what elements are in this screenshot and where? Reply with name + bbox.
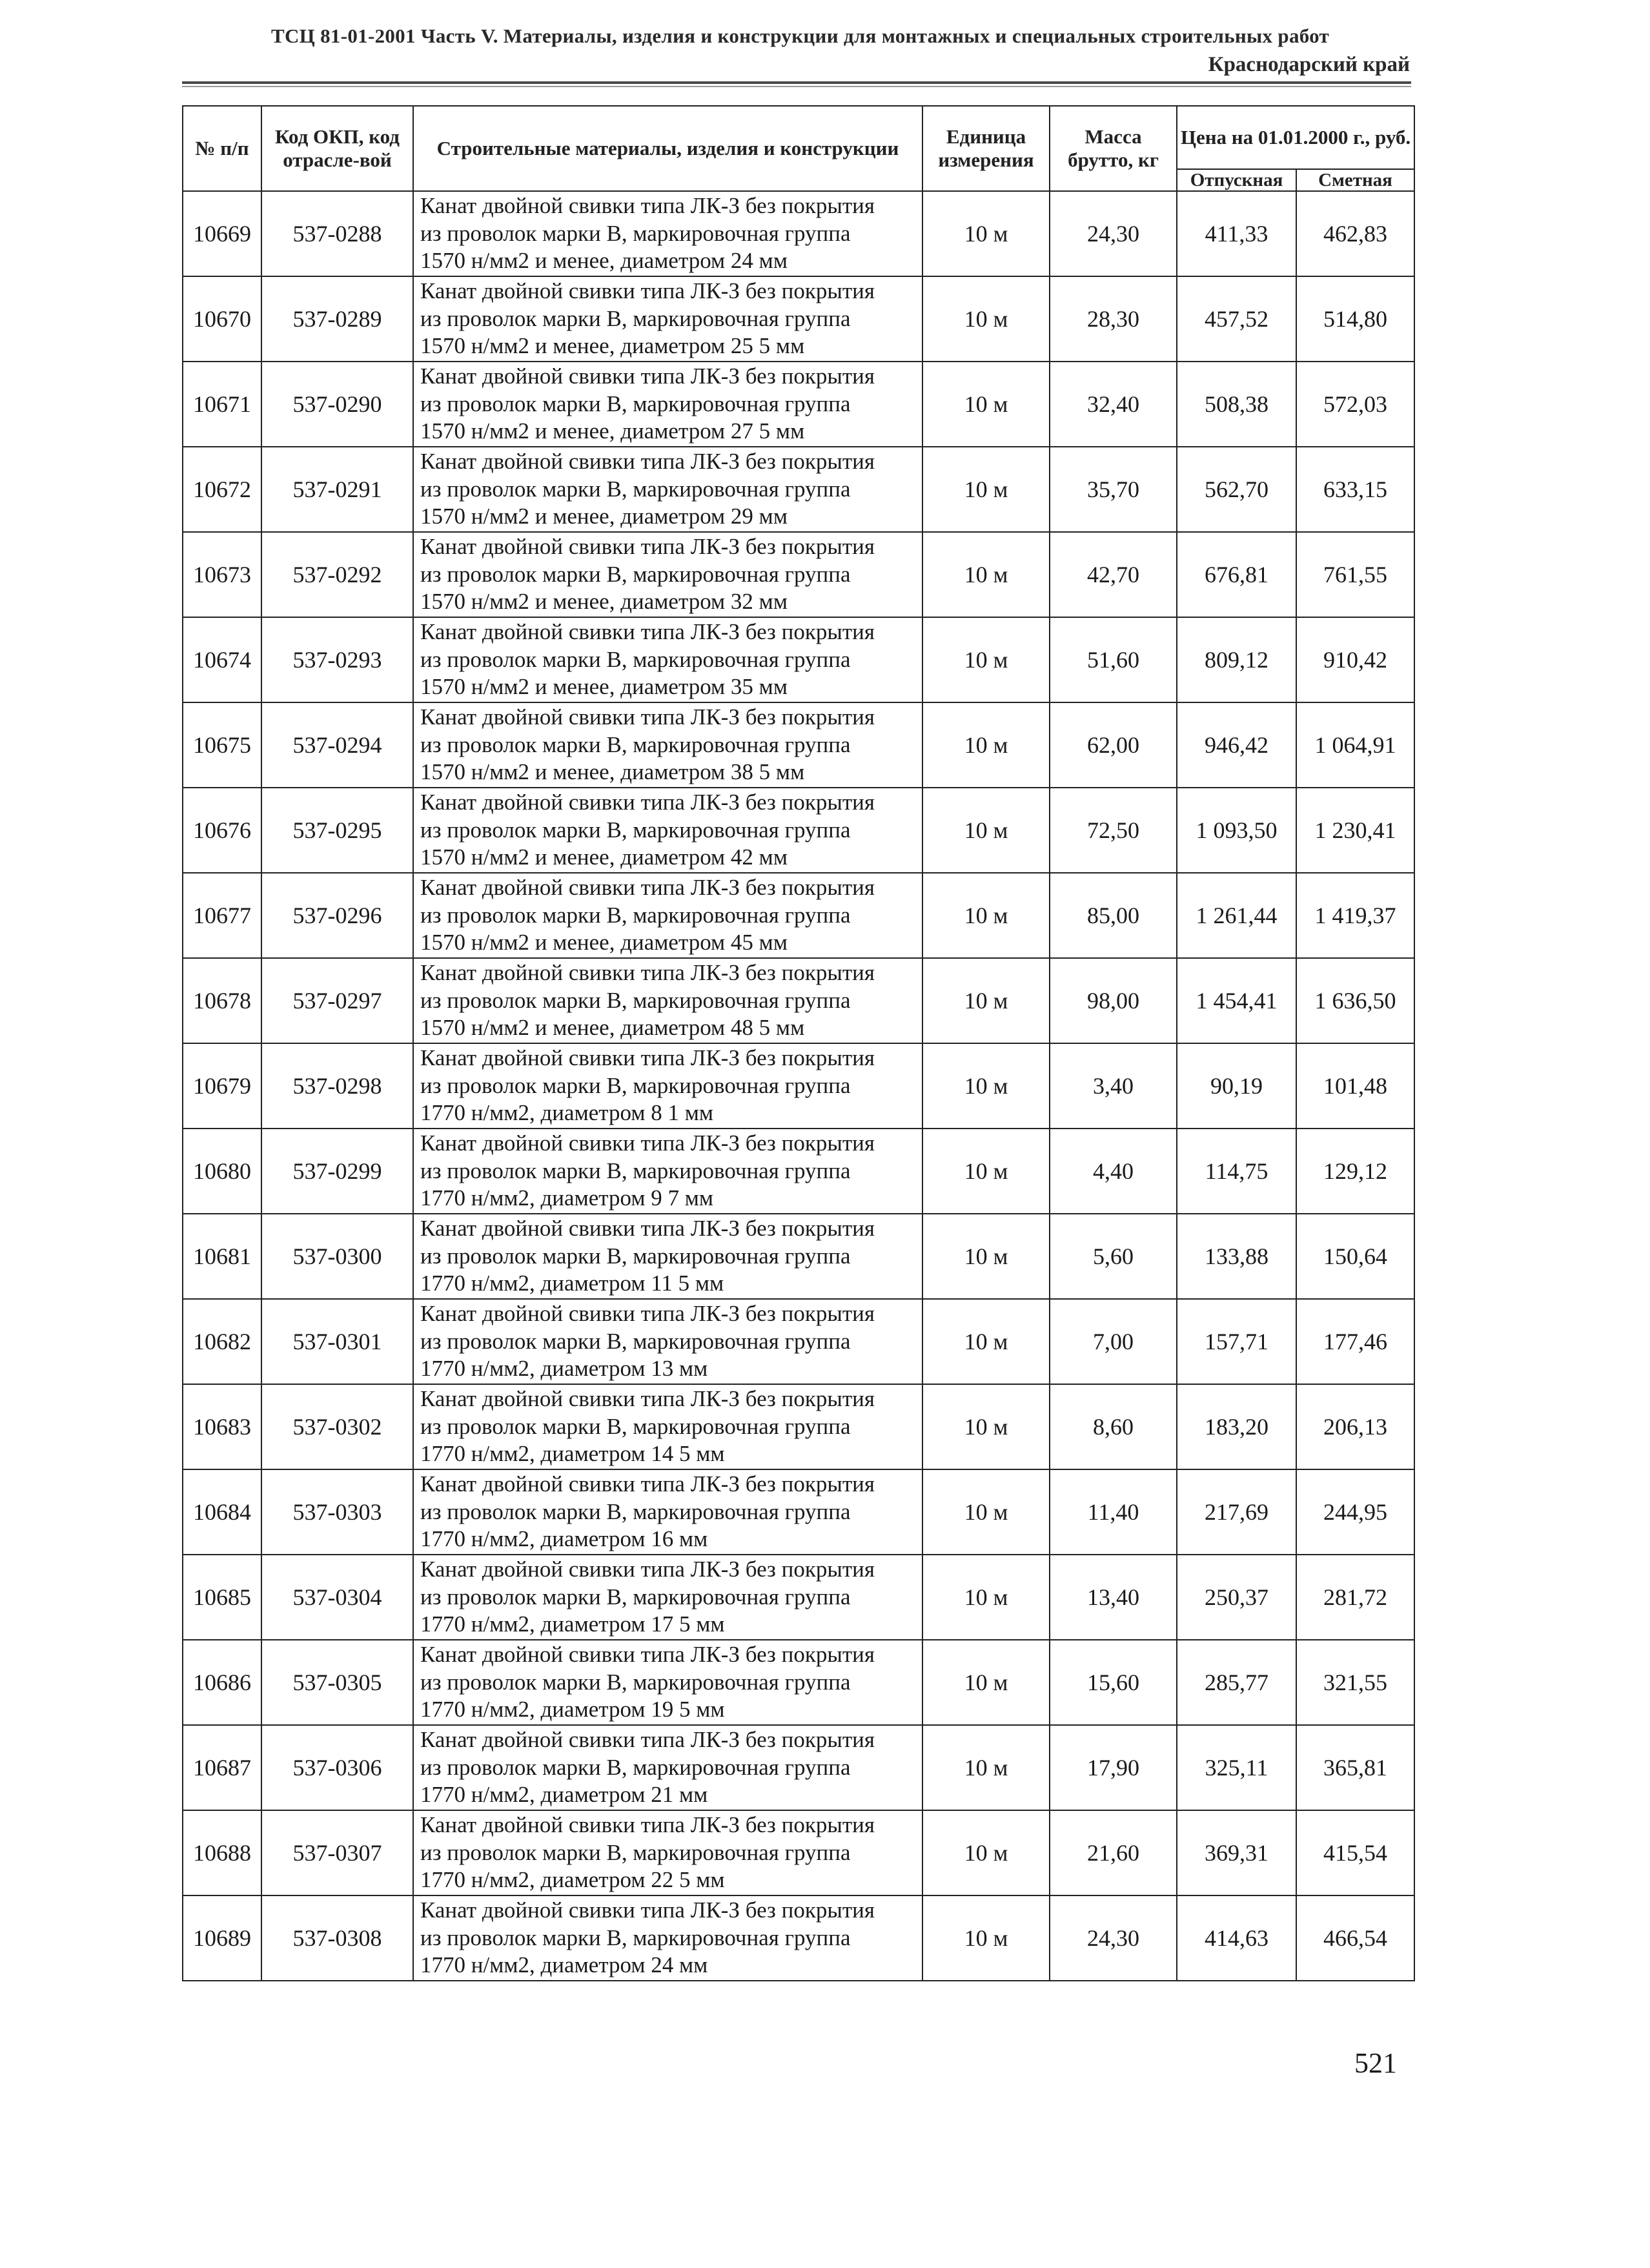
row-price-release: 250,37 (1177, 1555, 1296, 1640)
row-code: 537-0302 (261, 1384, 413, 1469)
row-price-estimate: 244,95 (1296, 1469, 1414, 1555)
row-description: Канат двойной свивки типа ЛК-З без покрытия из проволок марки В, маркировочная группа 1770 н/мм2, диаметром 22 5 мм (413, 1810, 922, 1895)
row-description: Канат двойной свивки типа ЛК-З без покрытия из проволок марки В, маркировочная группа 1570 н/мм2 и менее, диаметром 42 мм (413, 788, 922, 873)
row-mass: 85,00 (1050, 873, 1177, 958)
row-unit: 10 м (922, 1725, 1050, 1810)
row-mass: 3,40 (1050, 1043, 1177, 1129)
row-code: 537-0291 (261, 447, 413, 532)
row-price-release: 414,63 (1177, 1895, 1296, 1981)
row-price-release: 1 261,44 (1177, 873, 1296, 958)
row-price-release: 809,12 (1177, 617, 1296, 702)
row-price-estimate: 129,12 (1296, 1129, 1414, 1214)
row-price-release: 217,69 (1177, 1469, 1296, 1555)
table-row (183, 958, 1414, 1043)
row-price-release: 508,38 (1177, 362, 1296, 447)
row-price-release: 562,70 (1177, 447, 1296, 532)
row-number: 10671 (183, 362, 261, 447)
table-row (183, 191, 1414, 276)
row-mass: 24,30 (1050, 191, 1177, 276)
row-description: Канат двойной свивки типа ЛК-З без покрытия из проволок марки В, маркировочная группа 1570 н/мм2 и менее, диаметром 27 5 мм (413, 362, 922, 447)
row-price-release: 1 093,50 (1177, 788, 1296, 873)
row-number: 10677 (183, 873, 261, 958)
row-number: 10682 (183, 1299, 261, 1384)
row-unit: 10 м (922, 1043, 1050, 1129)
table-row (183, 447, 1414, 532)
row-price-estimate: 150,64 (1296, 1214, 1414, 1299)
row-price-estimate: 462,83 (1296, 191, 1414, 276)
row-number: 10669 (183, 191, 261, 276)
row-price-release: 90,19 (1177, 1043, 1296, 1129)
row-code: 537-0292 (261, 532, 413, 617)
row-mass: 8,60 (1050, 1384, 1177, 1469)
row-unit: 10 м (922, 788, 1050, 873)
header-material: Строительные материалы, изделия и конструкции (413, 106, 922, 191)
row-code: 537-0303 (261, 1469, 413, 1555)
header-rule (182, 81, 1411, 84)
row-description: Канат двойной свивки типа ЛК-З без покрытия из проволок марки В, маркировочная группа 1570 н/мм2 и менее, диаметром 25 5 мм (413, 276, 922, 362)
table-body (183, 191, 1414, 1981)
row-unit: 10 м (922, 362, 1050, 447)
row-number: 10688 (183, 1810, 261, 1895)
row-code: 537-0308 (261, 1895, 413, 1981)
header-code: Код ОКП, код отрасле-вой (261, 106, 413, 191)
table-row (183, 1895, 1414, 1981)
header-price-group: Цена на 01.01.2000 г., руб. (1177, 106, 1414, 169)
row-code: 537-0290 (261, 362, 413, 447)
row-description: Канат двойной свивки типа ЛК-З без покрытия из проволок марки В, маркировочная группа 1770 н/мм2, диаметром 17 5 мм (413, 1555, 922, 1640)
row-mass: 42,70 (1050, 532, 1177, 617)
table-row (183, 1469, 1414, 1555)
row-description: Канат двойной свивки типа ЛК-З без покрытия из проволок марки В, маркировочная группа 1770 н/мм2, диаметром 14 5 мм (413, 1384, 922, 1469)
row-mass: 24,30 (1050, 1895, 1177, 1981)
row-number: 10686 (183, 1640, 261, 1725)
row-mass: 11,40 (1050, 1469, 1177, 1555)
row-description: Канат двойной свивки типа ЛК-З без покрытия из проволок марки В, маркировочная группа 1770 н/мм2, диаметром 9 7 мм (413, 1129, 922, 1214)
running-title: ТСЦ 81-01-2001 Часть V. Материалы, изделия и конструкции для монтажных и специальных строительных работ (271, 25, 1330, 47)
row-unit: 10 м (922, 873, 1050, 958)
row-number: 10675 (183, 702, 261, 788)
row-price-release: 946,42 (1177, 702, 1296, 788)
header-rule-secondary (182, 86, 1411, 87)
table-row (183, 362, 1414, 447)
table-row (183, 532, 1414, 617)
header-unit: Единица измерения (922, 106, 1050, 191)
row-mass: 32,40 (1050, 362, 1177, 447)
row-number: 10680 (183, 1129, 261, 1214)
row-code: 537-0289 (261, 276, 413, 362)
row-unit: 10 м (922, 1214, 1050, 1299)
row-price-release: 114,75 (1177, 1129, 1296, 1214)
row-price-release: 325,11 (1177, 1725, 1296, 1810)
row-mass: 13,40 (1050, 1555, 1177, 1640)
row-number: 10685 (183, 1555, 261, 1640)
header-price-release: Отпускная (1177, 169, 1296, 191)
row-number: 10681 (183, 1214, 261, 1299)
row-code: 537-0300 (261, 1214, 413, 1299)
table-row (183, 873, 1414, 958)
row-description: Канат двойной свивки типа ЛК-З без покрытия из проволок марки В, маркировочная группа 1570 н/мм2 и менее, диаметром 35 мм (413, 617, 922, 702)
row-price-release: 157,71 (1177, 1299, 1296, 1384)
row-number: 10670 (183, 276, 261, 362)
row-number: 10683 (183, 1384, 261, 1469)
row-number: 10674 (183, 617, 261, 702)
row-mass: 4,40 (1050, 1129, 1177, 1214)
row-price-release: 457,52 (1177, 276, 1296, 362)
row-number: 10689 (183, 1895, 261, 1981)
row-mass: 17,90 (1050, 1725, 1177, 1810)
row-price-release: 411,33 (1177, 191, 1296, 276)
row-description: Канат двойной свивки типа ЛК-З без покрытия из проволок марки В, маркировочная группа 1770 н/мм2, диаметром 11 5 мм (413, 1214, 922, 1299)
table-row (183, 1725, 1414, 1810)
row-price-release: 285,77 (1177, 1640, 1296, 1725)
row-code: 537-0298 (261, 1043, 413, 1129)
row-description: Канат двойной свивки типа ЛК-З без покрытия из проволок марки В, маркировочная группа 1770 н/мм2, диаметром 21 мм (413, 1725, 922, 1810)
row-number: 10673 (183, 532, 261, 617)
table-row (183, 702, 1414, 788)
row-description: Канат двойной свивки типа ЛК-З без покрытия из проволок марки В, маркировочная группа 1770 н/мм2, диаметром 24 мм (413, 1895, 922, 1981)
row-code: 537-0305 (261, 1640, 413, 1725)
row-unit: 10 м (922, 191, 1050, 276)
row-code: 537-0294 (261, 702, 413, 788)
row-code: 537-0307 (261, 1810, 413, 1895)
row-mass: 7,00 (1050, 1299, 1177, 1384)
page-number: 521 (1354, 2047, 1397, 2079)
table-row (183, 1810, 1414, 1895)
row-number: 10672 (183, 447, 261, 532)
row-price-release: 369,31 (1177, 1810, 1296, 1895)
header-mass: Масса брутто, кг (1050, 106, 1177, 191)
row-price-release: 133,88 (1177, 1214, 1296, 1299)
row-price-estimate: 365,81 (1296, 1725, 1414, 1810)
table-row (183, 1043, 1414, 1129)
row-code: 537-0297 (261, 958, 413, 1043)
row-price-estimate: 761,55 (1296, 532, 1414, 617)
row-price-estimate: 514,80 (1296, 276, 1414, 362)
row-code: 537-0304 (261, 1555, 413, 1640)
row-mass: 21,60 (1050, 1810, 1177, 1895)
row-number: 10676 (183, 788, 261, 873)
row-unit: 10 м (922, 1810, 1050, 1895)
row-code: 537-0299 (261, 1129, 413, 1214)
row-mass: 35,70 (1050, 447, 1177, 532)
row-number: 10679 (183, 1043, 261, 1129)
row-code: 537-0288 (261, 191, 413, 276)
table-row (183, 1640, 1414, 1725)
row-price-estimate: 910,42 (1296, 617, 1414, 702)
row-unit: 10 м (922, 276, 1050, 362)
row-price-release: 183,20 (1177, 1384, 1296, 1469)
table-row (183, 276, 1414, 362)
row-unit: 10 м (922, 1640, 1050, 1725)
row-code: 537-0301 (261, 1299, 413, 1384)
row-price-estimate: 1 636,50 (1296, 958, 1414, 1043)
header-num: № п/п (183, 106, 261, 191)
table-row (183, 617, 1414, 702)
row-mass: 5,60 (1050, 1214, 1177, 1299)
row-mass: 72,50 (1050, 788, 1177, 873)
row-unit: 10 м (922, 1555, 1050, 1640)
row-unit: 10 м (922, 1384, 1050, 1469)
row-unit: 10 м (922, 1469, 1050, 1555)
row-price-release: 1 454,41 (1177, 958, 1296, 1043)
row-price-estimate: 321,55 (1296, 1640, 1414, 1725)
row-description: Канат двойной свивки типа ЛК-З без покрытия из проволок марки В, маркировочная группа 1770 н/мм2, диаметром 8 1 мм (413, 1043, 922, 1129)
row-description: Канат двойной свивки типа ЛК-З без покрытия из проволок марки В, маркировочная группа 1770 н/мм2, диаметром 19 5 мм (413, 1640, 922, 1725)
row-number: 10684 (183, 1469, 261, 1555)
row-unit: 10 м (922, 702, 1050, 788)
row-price-estimate: 1 230,41 (1296, 788, 1414, 873)
row-description: Канат двойной свивки типа ЛК-З без покрытия из проволок марки В, маркировочная группа 1570 н/мм2 и менее, диаметром 38 5 мм (413, 702, 922, 788)
row-mass: 51,60 (1050, 617, 1177, 702)
row-price-estimate: 101,48 (1296, 1043, 1414, 1129)
row-price-estimate: 466,54 (1296, 1895, 1414, 1981)
row-code: 537-0296 (261, 873, 413, 958)
table-row (183, 1214, 1414, 1299)
row-description: Канат двойной свивки типа ЛК-З без покрытия из проволок марки В, маркировочная группа 1570 н/мм2 и менее, диаметром 45 мм (413, 873, 922, 958)
row-description: Канат двойной свивки типа ЛК-З без покрытия из проволок марки В, маркировочная группа 1570 н/мм2 и менее, диаметром 29 мм (413, 447, 922, 532)
row-mass: 98,00 (1050, 958, 1177, 1043)
row-description: Канат двойной свивки типа ЛК-З без покрытия из проволок марки В, маркировочная группа 1770 н/мм2, диаметром 16 мм (413, 1469, 922, 1555)
region-label: Краснодарский край (1208, 53, 1410, 76)
row-price-estimate: 281,72 (1296, 1555, 1414, 1640)
row-mass: 15,60 (1050, 1640, 1177, 1725)
row-unit: 10 м (922, 1895, 1050, 1981)
row-number: 10687 (183, 1725, 261, 1810)
row-price-estimate: 206,13 (1296, 1384, 1414, 1469)
row-unit: 10 м (922, 1129, 1050, 1214)
row-price-estimate: 1 064,91 (1296, 702, 1414, 788)
row-code: 537-0293 (261, 617, 413, 702)
table-row (183, 1129, 1414, 1214)
row-price-estimate: 177,46 (1296, 1299, 1414, 1384)
row-price-estimate: 415,54 (1296, 1810, 1414, 1895)
row-price-estimate: 572,03 (1296, 362, 1414, 447)
row-description: Канат двойной свивки типа ЛК-З без покрытия из проволок марки В, маркировочная группа 1570 н/мм2 и менее, диаметром 48 5 мм (413, 958, 922, 1043)
table-row (183, 1299, 1414, 1384)
row-unit: 10 м (922, 532, 1050, 617)
row-mass: 28,30 (1050, 276, 1177, 362)
row-price-estimate: 1 419,37 (1296, 873, 1414, 958)
row-unit: 10 м (922, 447, 1050, 532)
row-unit: 10 м (922, 1299, 1050, 1384)
row-number: 10678 (183, 958, 261, 1043)
row-unit: 10 м (922, 958, 1050, 1043)
table-row (183, 1384, 1414, 1469)
row-code: 537-0306 (261, 1725, 413, 1810)
price-table (182, 105, 1415, 1981)
row-description: Канат двойной свивки типа ЛК-З без покрытия из проволок марки В, маркировочная группа 1570 н/мм2 и менее, диаметром 32 мм (413, 532, 922, 617)
table-row (183, 1555, 1414, 1640)
row-code: 537-0295 (261, 788, 413, 873)
row-price-estimate: 633,15 (1296, 447, 1414, 532)
row-description: Канат двойной свивки типа ЛК-З без покрытия из проволок марки В, маркировочная группа 1770 н/мм2, диаметром 13 мм (413, 1299, 922, 1384)
row-description: Канат двойной свивки типа ЛК-З без покрытия из проволок марки В, маркировочная группа 1570 н/мм2 и менее, диаметром 24 мм (413, 191, 922, 276)
row-price-release: 676,81 (1177, 532, 1296, 617)
table-row (183, 788, 1414, 873)
row-mass: 62,00 (1050, 702, 1177, 788)
row-unit: 10 м (922, 617, 1050, 702)
header-price-estimate: Сметная (1296, 169, 1414, 191)
